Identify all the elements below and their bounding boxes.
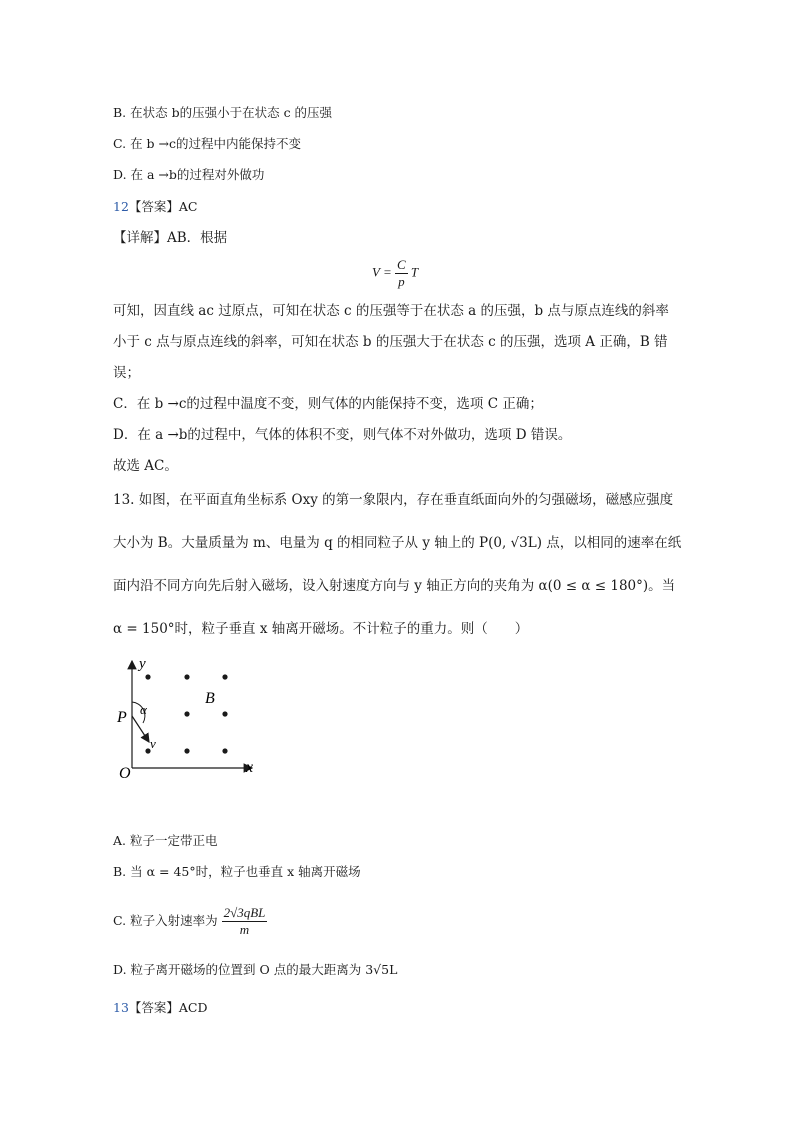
q13-answer-label: 【答案】ACD <box>128 1000 208 1015</box>
q13-stem-line4: α = 150°时，粒子垂直 x 轴离开磁场。不计粒子的重力。则（ ） <box>113 621 529 637</box>
q13-option-a: A. 粒子一定带正电 <box>113 833 218 848</box>
q12-detail-intro: 【详解】AB．根据 <box>113 230 228 246</box>
q13-option-c-numerator: 2√3qBL <box>223 905 266 920</box>
q13-stem-line1: 13. 如图，在平面直角坐标系 Oxy 的第一象限内，存在垂直纸面向外的匀强磁场，磁感应强度 <box>113 492 674 508</box>
field-b-label: B <box>205 690 215 707</box>
formula-rhs: T <box>410 264 419 280</box>
q13-stem-line2: 大小为 B。大量质量为 m、电量为 q 的相同粒子从 y 轴上的 P(0, √3L) 点，以相同的速率在纸 <box>113 535 682 551</box>
q12-answer-label: 【答案】AC <box>128 199 198 214</box>
q12-detail-p1-l1: 可知，因直线 ac 过原点，可知在状态 c 的压强等于在状态 a 的压强，b 点与原点连线的斜率 <box>113 303 669 319</box>
q12-detail-d: D．在 a →b的过程中，气体的体积不变，则气体不对外做功，选项 D 错误。 <box>113 427 572 443</box>
formula-numerator: C <box>396 257 406 272</box>
q13-option-c-denominator: m <box>239 922 250 937</box>
q13-option-c-prefix: C. 粒子入射速率为 <box>113 913 218 928</box>
q13-option-b: B. 当 α = 45°时，粒子也垂直 x 轴离开磁场 <box>113 864 361 879</box>
alpha-label: α <box>140 702 147 717</box>
q12-option-c: C. 在 b →c的过程中内能保持不变 <box>113 136 301 151</box>
q12-detail-c: C．在 b →c的过程中温度不变，则气体的内能保持不变，选项 C 正确； <box>113 396 543 412</box>
q13-answer <box>113 999 208 1017</box>
q13-option-d: D. 粒子离开磁场的位置到 O 点的最大距离为 3√5L <box>113 962 398 977</box>
point-p-label: P <box>117 709 127 726</box>
q12-detail-p1-l3: 误； <box>113 365 140 381</box>
q12-detail-p1-l2: 小于 c 点与原点连线的斜率，可知在状态 b 的压强大于在状态 c 的压强，选项 A 正确，B 错 <box>113 334 668 350</box>
formula-lhs: V = <box>372 264 392 280</box>
formula-denominator: p <box>398 274 405 289</box>
q12-answer <box>113 198 198 216</box>
q12-option-d: D. 在 a →b的过程对外做功 <box>113 167 265 182</box>
q13-stem-line3: 面内沿不同方向先后射入磁场，设入射速度方向与 y 轴正方向的夹角为 α(0 ≤ α ≤ 180°)。当 <box>113 578 676 594</box>
field-dots <box>145 674 227 753</box>
q12-answer-number: 12 <box>113 199 129 214</box>
q13-option-c-fraction <box>222 905 268 938</box>
q13-answer-number: 13 <box>113 1000 129 1015</box>
q13-figure <box>110 655 270 785</box>
x-axis-label: x <box>246 759 254 776</box>
velocity-label: v <box>150 736 156 751</box>
origin-label: O <box>119 765 131 782</box>
formula-fraction <box>395 257 408 290</box>
y-axis-label: y <box>139 656 146 672</box>
velocity-arrow <box>132 716 149 742</box>
q12-option-b: B. 在状态 b的压强小于在状态 c 的压强 <box>113 105 333 120</box>
q12-formula <box>372 257 418 290</box>
q12-conclusion: 故选 AC。 <box>113 458 178 474</box>
q13-option-c <box>113 905 267 938</box>
